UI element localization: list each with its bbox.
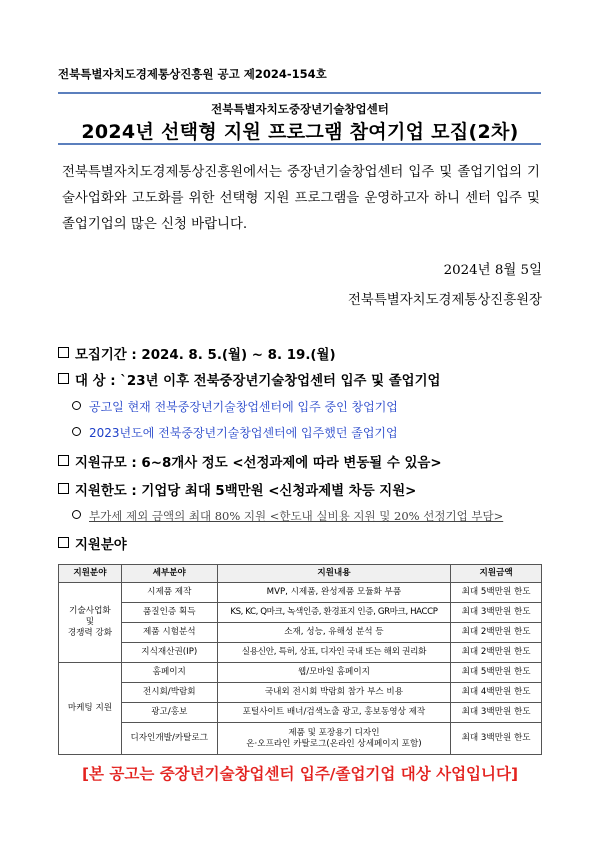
circle-bullet-icon	[72, 427, 81, 436]
content-cell: 소재, 성능, 유해성 분석 등	[217, 623, 451, 643]
amount-cell: 최대 3백만원 한도	[451, 603, 542, 623]
table-row	[59, 583, 542, 603]
section-target: 대 상 : `23년 이후 전북중장년기술창업센터 입주 및 졸업기업	[58, 370, 441, 389]
content-cell: 제품 및 포장용기 디자인 온·오프라인 카탈로그(온라인 상세페이지 포함)	[217, 723, 451, 755]
notice-date: 2024년 8월 5일	[443, 263, 542, 278]
subfield-cell: 제품 시험분석	[121, 623, 217, 643]
table-row	[59, 643, 542, 663]
table-row	[59, 723, 542, 755]
organization-name: 전북특별자치도중장년기술창업센터	[211, 102, 389, 116]
category-cell: 기술사업화 및 경쟁력 강화	[59, 583, 122, 663]
category-cell: 마케팅 지원	[59, 663, 122, 755]
header-rule-bottom	[58, 143, 541, 145]
content-cell: 국내외 전시회 박람회 참가 부스 비용	[217, 683, 451, 703]
amount-cell: 최대 2백만원 한도	[451, 643, 542, 663]
intro-paragraph: 전북특별자치도경제통상진흥원에서는 중장년기술창업센터 입주 및 졸업기업의 기술사업화와 고도화를 위한 선택형 지원 프로그램을 운영하고자 하니 센터 입주 및 졸업기업의 많은 신청 바랍니다.	[62, 165, 540, 232]
amount-cell: 최대 5백만원 한도	[451, 583, 542, 603]
table-row	[59, 603, 542, 623]
section-limit: 지원한도 : 기업당 최대 5백만원 <신청과제별 차등 지원>	[58, 480, 416, 499]
amount-cell: 최대 4백만원 한도	[451, 683, 542, 703]
section-period: 모집기간 : 2024. 8. 5.(월) ~ 8. 19.(월)	[58, 344, 336, 363]
content-cell: KS, KC, Q마크, 녹색인증, 환경표지 인증, GR마크, HACCP	[217, 603, 451, 623]
content-cell: 웹/모바일 홈페이지	[217, 663, 451, 683]
amount-cell: 최대 3백만원 한도	[451, 703, 542, 723]
target-item: 공고일 현재 전북중장년기술창업센터에 입주 중인 창업기업	[72, 398, 398, 415]
table-header-row	[59, 565, 542, 583]
support-fields-table	[58, 564, 542, 755]
amount-cell: 최대 5백만원 한도	[451, 663, 542, 683]
square-bullet-icon	[58, 373, 69, 384]
content-cell: 포털사이트 배너/검색노출 광고, 홍보동영상 제작	[217, 703, 451, 723]
circle-bullet-icon	[72, 401, 81, 410]
table-row	[59, 663, 542, 683]
subfield-cell: 전시회/박람회	[121, 683, 217, 703]
table-row	[59, 623, 542, 643]
subfield-cell: 품질인증 획득	[121, 603, 217, 623]
target-item: 2023년도에 전북중장년기술창업센터에 입주했던 졸업기업	[72, 424, 398, 441]
amount-cell: 최대 2백만원 한도	[451, 623, 542, 643]
header-content: 지원내용	[217, 565, 451, 583]
table-row	[59, 703, 542, 723]
document-title: 2024년 선택형 지원 프로그램 참여기업 모집(2차)	[81, 121, 519, 143]
header-rule-top	[58, 92, 541, 94]
amount-cell: 최대 3백만원 한도	[451, 723, 542, 755]
subfield-cell: 지식재산권(IP)	[121, 643, 217, 663]
header-amount: 지원금액	[451, 565, 542, 583]
subfield-cell: 디자인개발/카탈로그	[121, 723, 217, 755]
subfield-cell: 홈페이지	[121, 663, 217, 683]
content-cell: 실용신안, 특허, 상표, 디자인 국내 또는 해외 권리화	[217, 643, 451, 663]
circle-bullet-icon	[72, 510, 81, 519]
header-subfield: 세부분야	[121, 565, 217, 583]
footer-banner: [본 공고는 중장년기술창업센터 입주/졸업기업 대상 사업입니다]	[81, 765, 519, 783]
section-fields: 지원분야	[58, 534, 127, 553]
content-cell: MVP, 시제품, 완성제품 모듈화 부품	[217, 583, 451, 603]
issuer-name: 전북특별자치도경제통상진흥원장	[347, 293, 542, 308]
subfield-cell: 시제품 제작	[121, 583, 217, 603]
notice-number: 전북특별자치도경제통상진흥원 공고 제2024-154호	[58, 67, 327, 81]
square-bullet-icon	[58, 455, 69, 466]
section-scale: 지원규모 : 6~8개사 정도 <선정과제에 따라 변동될 수 있음>	[58, 452, 442, 471]
header-category: 지원분야	[59, 565, 122, 583]
square-bullet-icon	[58, 537, 69, 548]
table-row	[59, 683, 542, 703]
square-bullet-icon	[58, 483, 69, 494]
square-bullet-icon	[58, 347, 69, 358]
subfield-cell: 광고/홍보	[121, 703, 217, 723]
limit-note: 부가세 제외 금액의 최대 80% 지원 <한도내 실비용 지원 및 20% 선정기업 부담>	[72, 508, 503, 524]
